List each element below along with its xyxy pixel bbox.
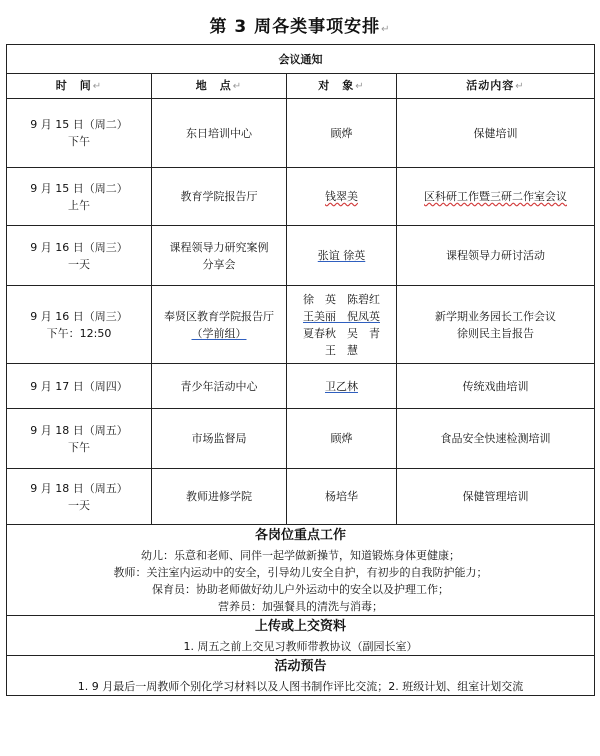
preview-heading: 活动预告	[274, 659, 327, 674]
column-header-content: 活动内容↵	[397, 74, 595, 99]
table-row	[7, 168, 595, 226]
table-row	[7, 469, 595, 525]
page-title: 第 3 周各类事项安排↵	[209, 17, 391, 37]
column-header-row	[7, 74, 595, 99]
content-cell: 传统戏曲培训	[397, 364, 595, 409]
content-cell: 保健管理培训	[397, 469, 595, 525]
target-cell: 钱翠美	[287, 168, 397, 226]
upload-item: 1. 周五之前上交见习教师带教协议（副园长室）	[183, 640, 418, 653]
preview-item: 1. 9 月最后一周教师个别化学习材料以及人图书制作评比交流；2. 班级计划、组室计划交流	[77, 680, 524, 693]
target-cell: 卫乙林	[287, 364, 397, 409]
notice-header-row	[7, 45, 595, 74]
table-row	[7, 226, 595, 286]
time-cell: 9 月 16 日（周三） 一天	[7, 226, 152, 286]
duty-item: 营养员：加强餐具的清洗与消毒；	[218, 600, 383, 613]
content-cell: 保健培训	[397, 99, 595, 168]
time-cell: 9 月 16 日（周三） 下午：12:50	[7, 286, 152, 364]
target-cell: 杨培华	[287, 469, 397, 525]
place-cell: 市场监督局	[152, 409, 287, 469]
place-cell: 奉贤区教育学院报告厅 （学前组）	[152, 286, 287, 364]
time-cell: 9 月 18 日（周五） 下午	[7, 409, 152, 469]
duties-heading: 各岗位重点工作	[254, 528, 346, 543]
content-cell: 食品安全快速检测培训	[397, 409, 595, 469]
duties-row	[7, 525, 595, 616]
notice-heading: 会议通知	[7, 45, 595, 74]
column-header-target: 对 象↵	[287, 74, 397, 99]
preview-row	[7, 656, 595, 696]
target-cell: 张谊 徐英	[287, 226, 397, 286]
schedule-table	[6, 44, 595, 696]
paragraph-mark: ↵	[381, 24, 391, 35]
column-header-place: 地 点↵	[152, 74, 287, 99]
place-cell: 教育学院报告厅	[152, 168, 287, 226]
uploads-section	[7, 616, 595, 656]
table-row	[7, 409, 595, 469]
duty-item: 教师：关注室内运动中的安全，引导幼儿安全自护，有初步的自我防护能力；	[113, 566, 488, 579]
duty-item: 保育员：协助老师做好幼儿户外运动中的安全以及护理工作；	[152, 583, 449, 596]
column-header-time: 时 间↵	[7, 74, 152, 99]
place-cell: 教师进修学院	[152, 469, 287, 525]
time-cell: 9 月 18 日（周五） 一天	[7, 469, 152, 525]
time-cell: 9 月 15 日（周二） 上午	[7, 168, 152, 226]
content-cell: 新学期业务园长工作会议 徐则民主旨报告	[397, 286, 595, 364]
table-row	[7, 364, 595, 409]
table-row	[7, 99, 595, 168]
target-cell: 徐 英 陈碧红 王美丽 倪凤英 夏春秋 吴 青 王 慧	[287, 286, 397, 364]
uploads-heading: 上传或上交资料	[254, 619, 346, 634]
place-cell: 东日培训中心	[152, 99, 287, 168]
duty-item: 幼儿：乐意和老师、同伴一起学做新操节，知道锻炼身体更健康；	[141, 549, 460, 562]
content-cell: 课程领导力研讨活动	[397, 226, 595, 286]
duties-section	[7, 525, 595, 616]
preview-section	[7, 656, 595, 696]
target-cell: 顾烨	[287, 99, 397, 168]
target-cell: 顾烨	[287, 409, 397, 469]
content-cell: 区科研工作暨三研二作室会议	[397, 168, 595, 226]
place-cell: 课程领导力研究案例 分享会	[152, 226, 287, 286]
uploads-row	[7, 616, 595, 656]
time-cell: 9 月 15 日（周二） 下午	[7, 99, 152, 168]
table-row	[7, 286, 595, 364]
time-cell: 9 月 17 日（周四）	[7, 364, 152, 409]
place-cell: 青少年活动中心	[152, 364, 287, 409]
